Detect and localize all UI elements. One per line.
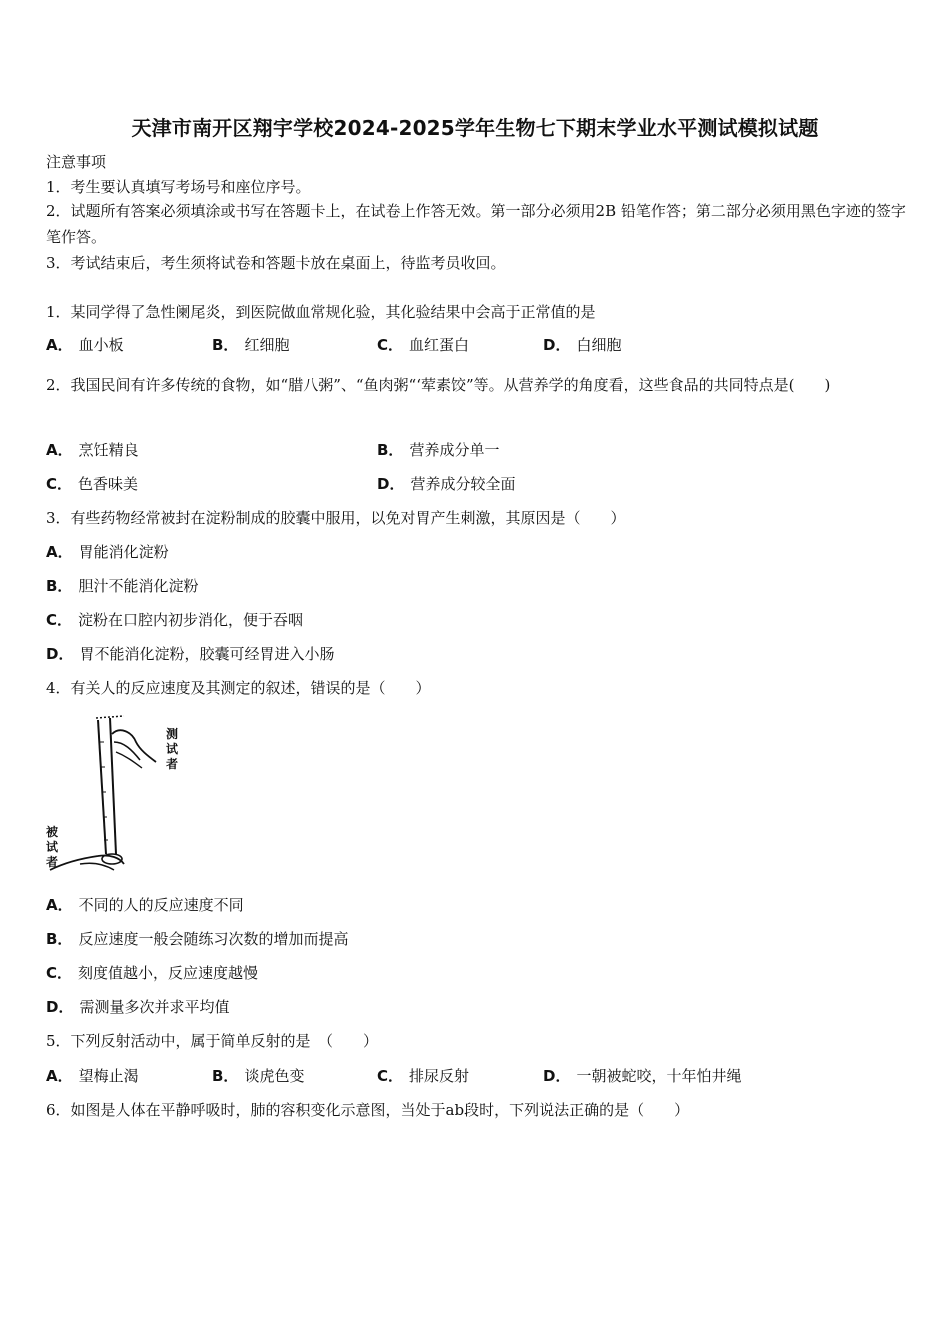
question-1-stem: 1．某同学得了急性阑尾炎，到医院做血常规化验，其化验结果中会高于正常值的是	[46, 303, 596, 321]
notice-item-3: 3．考试结束后，考生须将试卷和答题卡放在桌面上，待监考员收回。	[46, 254, 506, 272]
q2-option-c: C． 色香味美	[46, 475, 139, 493]
q1-option-c: C． 血红蛋白	[377, 336, 470, 354]
q3-option-b: B． 胆汁不能消化淀粉	[46, 577, 199, 595]
ruler-right-edge	[110, 718, 116, 854]
question-6-stem: 6．如图是人体在平静呼吸时，肺的容积变化示意图，当处于ab段时，下列说法正确的是（ ）	[46, 1101, 690, 1119]
q2-option-b: B． 营养成分单一	[377, 441, 500, 459]
ruler-left-edge	[98, 720, 106, 854]
q5-option-a: A． 望梅止渴	[46, 1067, 139, 1085]
tester-label-char-2: 试	[166, 742, 179, 756]
q4-option-d: D． 需测量多次并求平均值	[46, 998, 230, 1016]
q1-option-a: A． 血小板	[46, 336, 124, 354]
reaction-test-figure	[40, 712, 200, 877]
q5-option-b: B． 谈虎色变	[212, 1067, 305, 1085]
q3-option-a: A． 胃能消化淀粉	[46, 543, 169, 561]
question-4-stem: 4．有关人的反应速度及其测定的叙述，错误的是（ ）	[46, 679, 431, 697]
tester-label-char-3: 者	[166, 757, 179, 771]
q5-option-d: D． 一朝被蛇咬，十年怕井绳	[543, 1067, 742, 1085]
notice-heading: 注意事项	[46, 153, 107, 171]
subject-label-char-1: 被	[46, 825, 59, 839]
q4-option-b: B． 反应速度一般会随练习次数的增加而提高	[46, 930, 349, 948]
q2-option-a: A． 烹饪精良	[46, 441, 139, 459]
page-title: 天津市南开区翔宇学校2024-2025学年生物七下期末学业水平测试模拟试题	[131, 116, 819, 140]
question-2-stem: 2．我国民间有许多传统的食物，如“腊八粥”、“鱼肉粥“‘荤素饺”等。从营养学的角度看，这些食品的共同特点是( )	[46, 376, 831, 394]
q3-option-d: D． 胃不能消化淀粉，胶囊可经胃进入小肠	[46, 645, 335, 663]
tester-label-char-1: 测	[166, 727, 179, 741]
q1-option-b: B． 红细胞	[212, 336, 290, 354]
notice-item-1: 1．考生要认真填写考场号和座位序号。	[46, 178, 311, 196]
q5-option-c: C． 排尿反射	[377, 1067, 470, 1085]
notice-item-2: 2．试题所有答案必须填涂或书写在答题卡上，在试卷上作答无效。第一部分必须用2B 铅笔作答；第二部分必须用黑色字迹的签字笔作答。	[46, 202, 906, 246]
subject-label-char-2: 试	[46, 840, 59, 854]
question-5-stem: 5．下列反射活动中，属于简单反射的是 （ ）	[46, 1032, 379, 1050]
question-3-stem: 3．有些药物经常被封在淀粉制成的胶囊中服用，以免对胃产生刺激，其原因是（ ）	[46, 509, 626, 527]
q4-option-a: A． 不同的人的反应速度不同	[46, 896, 244, 914]
subject-label-char-3: 者	[46, 855, 59, 869]
q3-option-c: C． 淀粉在口腔内初步消化，便于吞咽	[46, 611, 304, 629]
q2-option-d: D． 营养成分较全面	[377, 475, 516, 493]
q1-option-d: D． 白细胞	[543, 336, 622, 354]
q4-option-c: C． 刻度值越小，反应速度越慢	[46, 964, 259, 982]
